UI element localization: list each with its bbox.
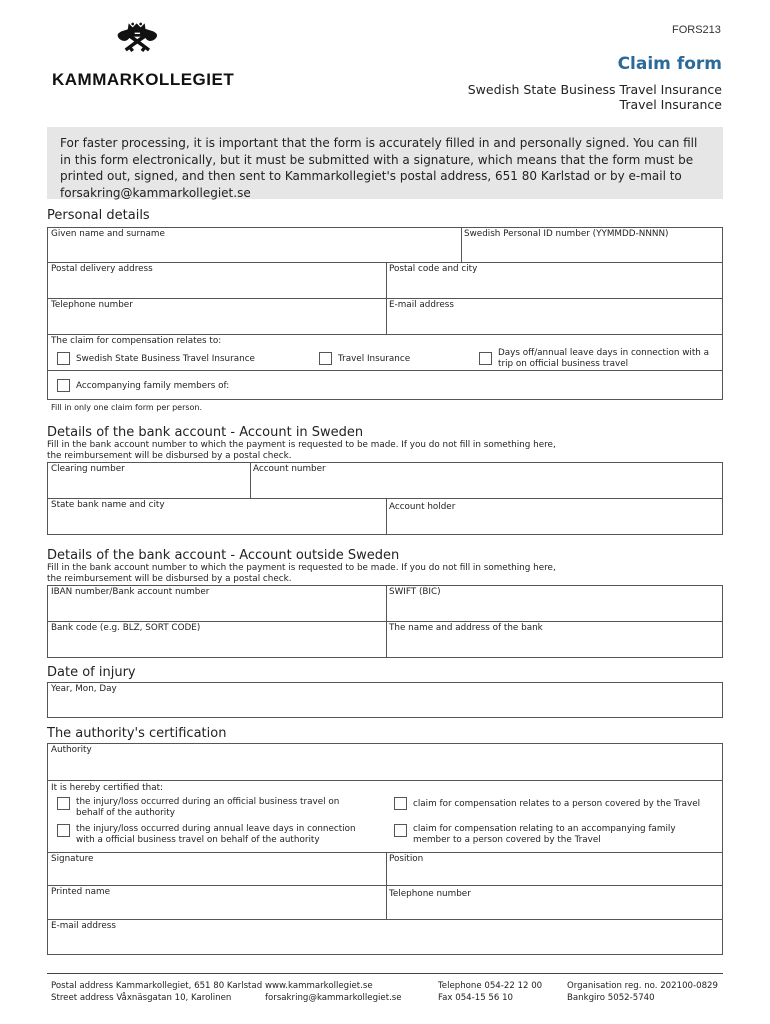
business-travel-label: Swedish State Business Travel Insurance <box>76 354 255 364</box>
personal-details-heading: Personal details <box>47 208 150 223</box>
account-holder-field[interactable] <box>386 501 722 534</box>
bank-sweden-note <box>47 440 556 462</box>
telephone-field[interactable] <box>47 298 387 335</box>
swift-field[interactable] <box>386 586 722 621</box>
cert-option-1-checkbox[interactable] <box>57 797 70 810</box>
bank-sweden-heading: Details of the bank account - Account in Sweden <box>47 425 364 440</box>
bank-sweden-row-1 <box>47 462 723 499</box>
printed-name-field[interactable] <box>47 885 387 920</box>
given-name-label: Given name and surname <box>51 229 165 239</box>
email-label: E-mail address <box>389 300 454 310</box>
footer-street: Street address Våxnäsgatan 10, Karolinen <box>51 993 232 1003</box>
personal-id-field[interactable] <box>461 228 723 262</box>
cert-option-1-label: the injury/loss occurred during an official business travel on behalf of the authority <box>76 797 340 818</box>
days-off-checkbox[interactable] <box>479 352 492 365</box>
date-of-injury-heading: Date of injury <box>47 665 136 680</box>
travel-insurance-label: Travel Insurance <box>338 354 411 364</box>
contact-row <box>47 298 723 335</box>
travel-insurance-checkbox[interactable] <box>319 352 332 365</box>
organization-name: KAMMARKOLLEGIET <box>52 70 235 89</box>
authority-email-field[interactable] <box>47 919 723 955</box>
footer-phone <box>438 980 542 1004</box>
option-travel-insurance[interactable] <box>319 352 410 365</box>
clearing-number-field[interactable] <box>47 462 251 499</box>
footer-web <box>265 980 402 1004</box>
personal-id-label: Swedish Personal ID number (YYMMDD-NNNN) <box>464 229 669 239</box>
bank-name-label: State bank name and city <box>51 500 165 510</box>
iban-field[interactable] <box>47 585 387 622</box>
page-title: Claim form <box>617 54 722 74</box>
subtitle <box>468 82 722 112</box>
cert-option-4[interactable] <box>394 824 694 846</box>
account-number-field[interactable] <box>250 463 722 498</box>
bank-code-field[interactable] <box>47 621 387 658</box>
footer-bankgiro: Bankgiro 5052-5740 <box>567 993 655 1003</box>
cert-option-4-checkbox[interactable] <box>394 824 407 837</box>
signature-label: Signature <box>51 854 94 864</box>
bank-abroad-note-line-2: the reimbursement will be disbursed by a postal check. <box>47 574 292 584</box>
footer-telephone: Telephone 054-22 12 00 <box>438 981 543 991</box>
given-name-field[interactable] <box>47 227 462 263</box>
days-off-label: Days off/annual leave days in connection with a trip on official business travel <box>498 348 710 369</box>
footer-address <box>51 980 262 1004</box>
footer-fax: Fax 054-15 56 10 <box>438 993 514 1003</box>
subtitle-line-2: Travel Insurance <box>619 97 722 112</box>
postal-address-field[interactable] <box>47 262 387 299</box>
cert-option-1[interactable] <box>57 797 357 819</box>
business-travel-checkbox[interactable] <box>57 352 70 365</box>
cert-option-2-label: claim for compensation relates to a person covered by the Travel <box>413 799 701 809</box>
postal-code-label: Postal code and city <box>389 264 478 274</box>
signature-row <box>47 852 723 886</box>
footer-org-number: Organisation reg. no. 202100-0829 <box>567 981 718 991</box>
name-phone-row <box>47 885 723 920</box>
family-box <box>47 370 723 400</box>
authority-email-label: E-mail address <box>51 921 116 931</box>
bank-abroad-row-1 <box>47 585 723 622</box>
email-field[interactable] <box>386 299 722 334</box>
footer-website-link[interactable]: www.kammarkollegiet.se <box>265 981 373 991</box>
postal-address-label: Postal delivery address <box>51 264 153 274</box>
bank-abroad-row-2 <box>47 621 723 658</box>
clearing-number-label: Clearing number <box>51 464 125 474</box>
crown-keys-logo-icon <box>52 22 228 70</box>
claim-relates-label: The claim for compensation relates to: <box>51 336 222 346</box>
printed-name-label: Printed name <box>51 887 110 897</box>
authority-label: Authority <box>51 745 92 755</box>
authority-heading: The authority's certification <box>47 726 227 741</box>
date-of-injury-field[interactable] <box>47 682 723 718</box>
option-family-members[interactable] <box>57 379 229 392</box>
telephone-label: Telephone number <box>51 300 133 310</box>
footer-divider <box>47 973 723 974</box>
bank-sweden-note-line-2: the reimbursement will be disbursed by a postal check. <box>47 451 292 461</box>
family-members-label: Accompanying family members of: <box>76 381 230 391</box>
position-label: Position <box>389 854 424 864</box>
date-of-injury-label: Year, Mon, Day <box>51 684 117 694</box>
name-row <box>47 227 723 263</box>
bank-sweden-row-2 <box>47 498 723 535</box>
authority-telephone-label: Telephone number <box>389 889 471 899</box>
certified-label: It is hereby certified that: <box>51 783 163 793</box>
address-row <box>47 262 723 299</box>
bank-name-field[interactable] <box>47 498 387 535</box>
cert-option-3[interactable] <box>57 824 377 846</box>
cert-option-2-checkbox[interactable] <box>394 797 407 810</box>
bank-abroad-note-line-1: Fill in the bank account number to which the payment is requested to be made. If you do not fill in something here, <box>47 563 556 573</box>
cert-option-4-label: claim for compensation relating to an accompanying family member to a person covered by the Travel <box>413 824 676 845</box>
account-holder-label: Account holder <box>389 502 456 512</box>
swift-label: SWIFT (BIC) <box>389 587 441 597</box>
cert-option-3-label: the injury/loss occurred during annual leave days in connection with a official business travel on behalf of the authority <box>76 824 356 845</box>
footer-postal: Postal address Kammarkollegiet, 651 80 Karlstad <box>51 981 263 991</box>
bank-abroad-note <box>47 563 556 585</box>
cert-option-2[interactable] <box>394 797 714 810</box>
authority-field[interactable] <box>47 743 723 781</box>
account-number-label: Account number <box>253 464 326 474</box>
cert-option-3-checkbox[interactable] <box>57 824 70 837</box>
certification-box <box>47 780 723 853</box>
option-days-off[interactable] <box>479 348 719 370</box>
footer-org <box>567 980 718 1004</box>
option-business-travel[interactable] <box>57 352 255 365</box>
bank-code-label: Bank code (e.g. BLZ, SORT CODE) <box>51 623 201 633</box>
bank-abroad-heading: Details of the bank account - Account outside Sweden <box>47 548 400 563</box>
authority-telephone-field[interactable] <box>386 888 722 919</box>
subtitle-line-1: Swedish State Business Travel Insurance <box>467 82 722 97</box>
claim-relates-box <box>47 334 723 371</box>
info-box: For faster processing, it is important that the form is accurately filled in and personally signed. You can fill in this form electronically, but it must be submitted with a signature, which means that the form must be printed out, signed, and then sent to Kammarkollegiet's postal address, 651 80 Karlstad or by e-mail to forsakring@kammarkollegiet.se <box>47 127 723 199</box>
iban-label: IBAN number/Bank account number <box>51 587 210 597</box>
form-code: FORS213 <box>672 24 721 36</box>
signature-field[interactable] <box>47 852 387 886</box>
bank-address-field[interactable] <box>386 622 722 657</box>
bank-sweden-note-line-1: Fill in the bank account number to which the payment is requested to be made. If you do not fill in something here, <box>47 440 556 450</box>
family-members-checkbox[interactable] <box>57 379 70 392</box>
postal-code-field[interactable] <box>386 263 722 298</box>
one-form-note: Fill in only one claim form per person. <box>51 403 203 412</box>
bank-address-label: The name and address of the bank <box>389 623 543 633</box>
footer-email-link[interactable]: forsakring@kammarkollegiet.se <box>265 993 402 1003</box>
position-field[interactable] <box>386 853 722 885</box>
